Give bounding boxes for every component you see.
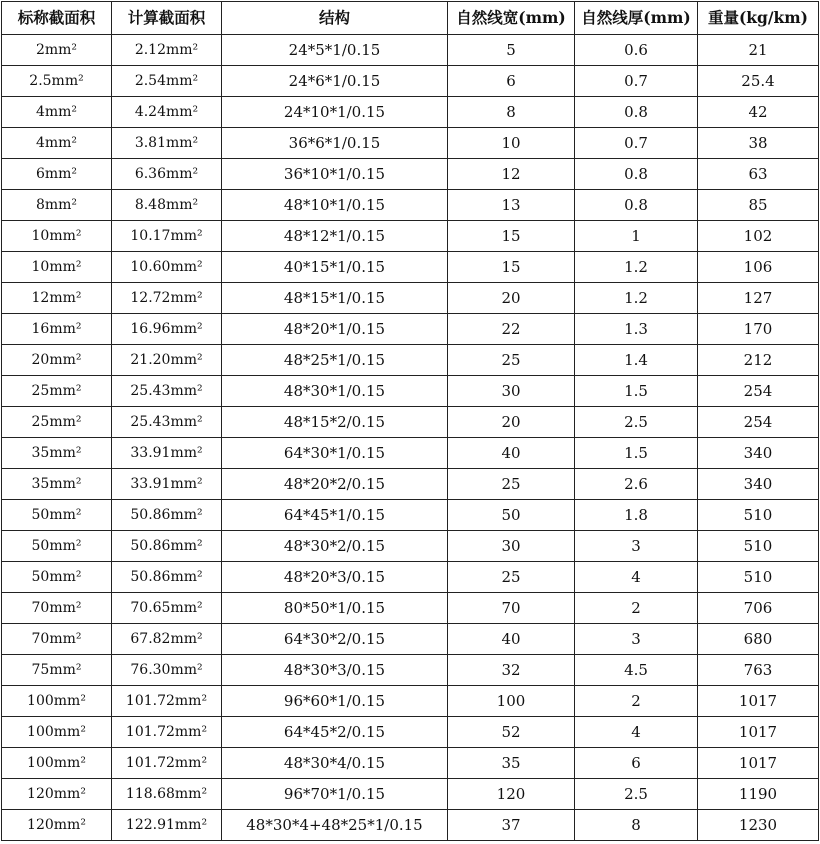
- weight-cell: 38: [698, 128, 819, 159]
- table-row: [2, 190, 819, 221]
- calculated-area-cell: 16.96mm²: [112, 314, 222, 345]
- structure-cell: 36*6*1/0.15: [222, 128, 448, 159]
- table-row: [2, 35, 819, 66]
- thickness-cell: 2: [575, 686, 698, 717]
- thickness-cell: 1.3: [575, 314, 698, 345]
- table-row: [2, 748, 819, 779]
- structure-cell: 48*30*2/0.15: [222, 531, 448, 562]
- thickness-cell: 6: [575, 748, 698, 779]
- thickness-cell: 2: [575, 593, 698, 624]
- width-cell: 20: [448, 283, 575, 314]
- weight-cell: 85: [698, 190, 819, 221]
- thickness-cell: 1.2: [575, 252, 698, 283]
- table-row: [2, 624, 819, 655]
- table-row: [2, 407, 819, 438]
- thickness-cell: 4: [575, 717, 698, 748]
- thickness-cell: 0.7: [575, 128, 698, 159]
- nominal-area-cell: 12mm²: [2, 283, 112, 314]
- table-row: [2, 66, 819, 97]
- structure-cell: 48*30*4/0.15: [222, 748, 448, 779]
- header-natural-thickness: 自然线厚(mm): [575, 2, 698, 35]
- thickness-cell: 8: [575, 810, 698, 841]
- weight-cell: 763: [698, 655, 819, 686]
- nominal-area-cell: 100mm²: [2, 748, 112, 779]
- table-body: [2, 35, 819, 841]
- width-cell: 120: [448, 779, 575, 810]
- calculated-area-cell: 2.54mm²: [112, 66, 222, 97]
- weight-cell: 706: [698, 593, 819, 624]
- width-cell: 35: [448, 748, 575, 779]
- width-cell: 30: [448, 531, 575, 562]
- nominal-area-cell: 4mm²: [2, 128, 112, 159]
- nominal-area-cell: 35mm²: [2, 438, 112, 469]
- nominal-area-cell: 100mm²: [2, 717, 112, 748]
- calculated-area-cell: 21.20mm²: [112, 345, 222, 376]
- width-cell: 6: [448, 66, 575, 97]
- width-cell: 50: [448, 500, 575, 531]
- calculated-area-cell: 33.91mm²: [112, 469, 222, 500]
- header-calculated-area: 计算截面积: [112, 2, 222, 35]
- nominal-area-cell: 2.5mm²: [2, 66, 112, 97]
- nominal-area-cell: 50mm²: [2, 500, 112, 531]
- nominal-area-cell: 6mm²: [2, 159, 112, 190]
- nominal-area-cell: 25mm²: [2, 407, 112, 438]
- calculated-area-cell: 101.72mm²: [112, 748, 222, 779]
- thickness-cell: 0.8: [575, 159, 698, 190]
- thickness-cell: 0.7: [575, 66, 698, 97]
- table-row: [2, 500, 819, 531]
- table-row: [2, 469, 819, 500]
- width-cell: 100: [448, 686, 575, 717]
- table-row: [2, 345, 819, 376]
- calculated-area-cell: 12.72mm²: [112, 283, 222, 314]
- thickness-cell: 0.8: [575, 97, 698, 128]
- thickness-cell: 1: [575, 221, 698, 252]
- header-weight: 重量(kg/km): [698, 2, 819, 35]
- thickness-cell: 4.5: [575, 655, 698, 686]
- header-row: [2, 2, 819, 35]
- width-cell: 40: [448, 438, 575, 469]
- thickness-cell: 1.5: [575, 438, 698, 469]
- nominal-area-cell: 10mm²: [2, 221, 112, 252]
- width-cell: 20: [448, 407, 575, 438]
- structure-cell: 48*25*1/0.15: [222, 345, 448, 376]
- weight-cell: 1230: [698, 810, 819, 841]
- calculated-area-cell: 10.60mm²: [112, 252, 222, 283]
- width-cell: 15: [448, 252, 575, 283]
- structure-cell: 64*30*1/0.15: [222, 438, 448, 469]
- structure-cell: 48*15*2/0.15: [222, 407, 448, 438]
- table-row: [2, 655, 819, 686]
- weight-cell: 170: [698, 314, 819, 345]
- structure-cell: 24*6*1/0.15: [222, 66, 448, 97]
- nominal-area-cell: 50mm²: [2, 531, 112, 562]
- width-cell: 15: [448, 221, 575, 252]
- header-natural-width: 自然线宽(mm): [448, 2, 575, 35]
- weight-cell: 1190: [698, 779, 819, 810]
- structure-cell: 48*30*3/0.15: [222, 655, 448, 686]
- table-row: [2, 562, 819, 593]
- weight-cell: 102: [698, 221, 819, 252]
- weight-cell: 1017: [698, 686, 819, 717]
- thickness-cell: 2.5: [575, 779, 698, 810]
- structure-cell: 48*15*1/0.15: [222, 283, 448, 314]
- calculated-area-cell: 4.24mm²: [112, 97, 222, 128]
- width-cell: 12: [448, 159, 575, 190]
- width-cell: 32: [448, 655, 575, 686]
- width-cell: 13: [448, 190, 575, 221]
- calculated-area-cell: 3.81mm²: [112, 128, 222, 159]
- spec-table: [1, 1, 819, 841]
- width-cell: 52: [448, 717, 575, 748]
- width-cell: 30: [448, 376, 575, 407]
- table-row: [2, 159, 819, 190]
- structure-cell: 48*20*1/0.15: [222, 314, 448, 345]
- table-row: [2, 128, 819, 159]
- calculated-area-cell: 67.82mm²: [112, 624, 222, 655]
- thickness-cell: 4: [575, 562, 698, 593]
- weight-cell: 254: [698, 376, 819, 407]
- weight-cell: 510: [698, 562, 819, 593]
- weight-cell: 1017: [698, 717, 819, 748]
- calculated-area-cell: 33.91mm²: [112, 438, 222, 469]
- weight-cell: 25.4: [698, 66, 819, 97]
- nominal-area-cell: 70mm²: [2, 624, 112, 655]
- thickness-cell: 2.5: [575, 407, 698, 438]
- calculated-area-cell: 76.30mm²: [112, 655, 222, 686]
- nominal-area-cell: 16mm²: [2, 314, 112, 345]
- weight-cell: 212: [698, 345, 819, 376]
- structure-cell: 48*30*1/0.15: [222, 376, 448, 407]
- calculated-area-cell: 101.72mm²: [112, 717, 222, 748]
- weight-cell: 340: [698, 438, 819, 469]
- width-cell: 70: [448, 593, 575, 624]
- table-row: [2, 779, 819, 810]
- thickness-cell: 1.5: [575, 376, 698, 407]
- nominal-area-cell: 70mm²: [2, 593, 112, 624]
- thickness-cell: 3: [575, 531, 698, 562]
- calculated-area-cell: 2.12mm²: [112, 35, 222, 66]
- thickness-cell: 0.8: [575, 190, 698, 221]
- width-cell: 8: [448, 97, 575, 128]
- calculated-area-cell: 50.86mm²: [112, 531, 222, 562]
- nominal-area-cell: 120mm²: [2, 810, 112, 841]
- width-cell: 25: [448, 469, 575, 500]
- width-cell: 25: [448, 345, 575, 376]
- thickness-cell: 1.2: [575, 283, 698, 314]
- nominal-area-cell: 20mm²: [2, 345, 112, 376]
- nominal-area-cell: 50mm²: [2, 562, 112, 593]
- structure-cell: 48*12*1/0.15: [222, 221, 448, 252]
- width-cell: 37: [448, 810, 575, 841]
- table-row: [2, 810, 819, 841]
- calculated-area-cell: 10.17mm²: [112, 221, 222, 252]
- weight-cell: 127: [698, 283, 819, 314]
- structure-cell: 96*60*1/0.15: [222, 686, 448, 717]
- weight-cell: 680: [698, 624, 819, 655]
- table-row: [2, 97, 819, 128]
- header-structure: 结构: [222, 2, 448, 35]
- table-row: [2, 438, 819, 469]
- calculated-area-cell: 118.68mm²: [112, 779, 222, 810]
- nominal-area-cell: 10mm²: [2, 252, 112, 283]
- thickness-cell: 3: [575, 624, 698, 655]
- header-nominal-area: 标称截面积: [2, 2, 112, 35]
- table-row: [2, 221, 819, 252]
- table-row: [2, 593, 819, 624]
- calculated-area-cell: 8.48mm²: [112, 190, 222, 221]
- calculated-area-cell: 25.43mm²: [112, 376, 222, 407]
- structure-cell: 64*30*2/0.15: [222, 624, 448, 655]
- nominal-area-cell: 8mm²: [2, 190, 112, 221]
- width-cell: 25: [448, 562, 575, 593]
- calculated-area-cell: 122.91mm²: [112, 810, 222, 841]
- nominal-area-cell: 120mm²: [2, 779, 112, 810]
- table-row: [2, 252, 819, 283]
- thickness-cell: 0.6: [575, 35, 698, 66]
- structure-cell: 64*45*1/0.15: [222, 500, 448, 531]
- table-row: [2, 531, 819, 562]
- structure-cell: 40*15*1/0.15: [222, 252, 448, 283]
- structure-cell: 24*10*1/0.15: [222, 97, 448, 128]
- width-cell: 5: [448, 35, 575, 66]
- weight-cell: 21: [698, 35, 819, 66]
- calculated-area-cell: 25.43mm²: [112, 407, 222, 438]
- weight-cell: 254: [698, 407, 819, 438]
- nominal-area-cell: 4mm²: [2, 97, 112, 128]
- calculated-area-cell: 6.36mm²: [112, 159, 222, 190]
- thickness-cell: 1.8: [575, 500, 698, 531]
- thickness-cell: 2.6: [575, 469, 698, 500]
- calculated-area-cell: 70.65mm²: [112, 593, 222, 624]
- weight-cell: 106: [698, 252, 819, 283]
- structure-cell: 24*5*1/0.15: [222, 35, 448, 66]
- table-row: [2, 717, 819, 748]
- structure-cell: 48*10*1/0.15: [222, 190, 448, 221]
- table-row: [2, 283, 819, 314]
- structure-cell: 48*30*4+48*25*1/0.15: [222, 810, 448, 841]
- table-row: [2, 314, 819, 345]
- calculated-area-cell: 101.72mm²: [112, 686, 222, 717]
- weight-cell: 1017: [698, 748, 819, 779]
- nominal-area-cell: 2mm²: [2, 35, 112, 66]
- structure-cell: 80*50*1/0.15: [222, 593, 448, 624]
- structure-cell: 64*45*2/0.15: [222, 717, 448, 748]
- structure-cell: 36*10*1/0.15: [222, 159, 448, 190]
- nominal-area-cell: 25mm²: [2, 376, 112, 407]
- width-cell: 22: [448, 314, 575, 345]
- nominal-area-cell: 35mm²: [2, 469, 112, 500]
- structure-cell: 48*20*2/0.15: [222, 469, 448, 500]
- structure-cell: 48*20*3/0.15: [222, 562, 448, 593]
- table-row: [2, 686, 819, 717]
- weight-cell: 510: [698, 500, 819, 531]
- width-cell: 40: [448, 624, 575, 655]
- weight-cell: 63: [698, 159, 819, 190]
- width-cell: 10: [448, 128, 575, 159]
- calculated-area-cell: 50.86mm²: [112, 500, 222, 531]
- structure-cell: 96*70*1/0.15: [222, 779, 448, 810]
- table-row: [2, 376, 819, 407]
- weight-cell: 510: [698, 531, 819, 562]
- calculated-area-cell: 50.86mm²: [112, 562, 222, 593]
- weight-cell: 42: [698, 97, 819, 128]
- nominal-area-cell: 100mm²: [2, 686, 112, 717]
- thickness-cell: 1.4: [575, 345, 698, 376]
- weight-cell: 340: [698, 469, 819, 500]
- nominal-area-cell: 75mm²: [2, 655, 112, 686]
